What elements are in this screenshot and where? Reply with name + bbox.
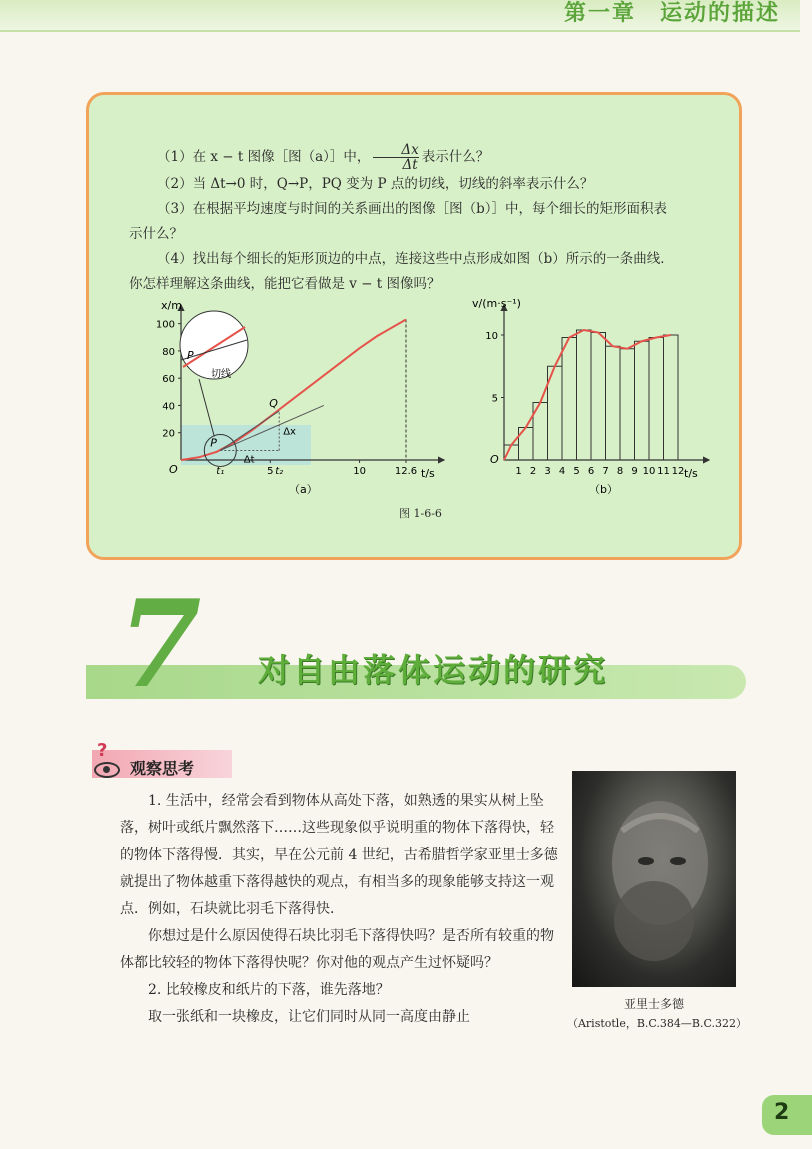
bar: [664, 335, 679, 460]
y-tick-label: 80: [162, 346, 175, 358]
paragraph-3: 2. 比较橡皮和纸片的下落，谁先落地？: [148, 982, 390, 998]
y-tick-label: 10: [485, 331, 498, 342]
origin-label: O: [490, 453, 499, 466]
bar: [620, 349, 635, 460]
bust-sketch: [572, 771, 736, 987]
bar: [606, 346, 621, 460]
paragraph-1: 1. 生活中，经常会看到物体从高处下落，如熟透的果实从树上坠落，树叶或纸片飘然落下……这些现象似乎说明重的物体下落得快，轻的物体下落得慢．其实，早在公元前 4 世纪，古希腊哲学家亚里士多德就提出了物体越重下落得越快的观点，有相当多的现象能够支持这一观点．例如，石块就比羽毛下落得快．: [120, 793, 558, 917]
question-1: （1）在 x − t 图像［图（a）］中， $\frac{\Delta x}{\Delta t}$ 表示什么？: [157, 142, 490, 173]
y-tick-label: 60: [162, 374, 175, 386]
tangent-label: 切线: [211, 369, 231, 380]
velocity-curve: [504, 330, 671, 460]
x-tick-label: 1: [515, 466, 522, 477]
portrait-dates: （Aristotle，B.C.384—B.C.322）: [566, 1017, 748, 1030]
observe-label: 观察思考: [130, 759, 195, 778]
p-label: P: [210, 436, 217, 450]
y-axis-label: x/m: [161, 299, 182, 312]
x-tick-label: 10: [642, 466, 656, 477]
discussion-box: [86, 92, 742, 560]
question-3a: （3）在根据平均速度与时间的关系画出的图像［图（b）］中，每个细长的矩形面积表: [157, 201, 667, 217]
t2-label: t₂: [275, 466, 284, 477]
section-title: 对自由落体运动的研究: [258, 651, 609, 689]
body-text: [120, 788, 560, 1031]
page-number: 2: [774, 1100, 790, 1125]
sub-label-b: （b）: [589, 483, 618, 496]
dt-label: Δt: [243, 454, 255, 466]
bar: [635, 341, 650, 460]
x-axis-label: t/s: [421, 467, 435, 480]
chapter-title: 第一章 运动的描述: [563, 1, 780, 26]
x-tick-label: 11: [657, 466, 670, 477]
x-tick-label: 5: [267, 466, 274, 477]
dx-label: Δx: [283, 426, 296, 438]
bar: [562, 338, 577, 461]
x-tick-label: 2: [529, 466, 537, 477]
x-tick-label: 7: [602, 466, 609, 477]
x-tick-label: 3: [544, 466, 551, 477]
x-tick-label: 6: [587, 466, 595, 477]
figure-caption: 图 1-6-6: [399, 507, 442, 520]
question-list: [129, 143, 719, 297]
fraction: $\frac{\Delta x}{\Delta t}$: [373, 143, 418, 172]
x-tick-label: 4: [558, 466, 566, 477]
x-tick-label: 9: [631, 466, 638, 477]
x-tick-label: 5: [573, 466, 580, 477]
question-mark-icon: ?: [97, 740, 108, 761]
bar: [649, 338, 664, 461]
y-tick-label: 100: [155, 319, 175, 331]
paragraph-4: 取一张纸和一块橡皮，让它们同时从同一高度由静止: [148, 1009, 470, 1025]
question-4b: 你怎样理解这条曲线，能把它看做是 v − t 图像吗？: [129, 276, 441, 292]
paragraph-2: 你想过是什么原因使得石块比羽毛下落得快吗？是否所有较重的物体都比较轻的物体下落得快呢？你对他的观点产生过怀疑吗？: [120, 928, 554, 971]
bar: [591, 333, 606, 461]
chart-b-velocity-time: [464, 295, 714, 500]
chapter-header-bar: [0, 0, 800, 32]
x-tick-label: 8: [616, 466, 624, 477]
x-tick-label: 12: [671, 466, 685, 477]
y-axis-label: v/(m·s⁻¹): [472, 297, 521, 310]
t1-label: t₁: [216, 466, 225, 477]
eye-icon: [94, 762, 120, 778]
x-tick-label: 12.6: [394, 466, 418, 477]
x-axis-label: t/s: [684, 467, 698, 480]
section-number: 7: [118, 574, 202, 715]
sub-label-a: （a）: [289, 483, 318, 496]
bar: [577, 330, 592, 460]
question-4a: （4）找出每个细长的矩形顶边的中点，连接这些中点形成如图（b）所示的一条曲线．: [157, 251, 674, 267]
question-3b: 示什么？: [129, 226, 183, 242]
q-label: Q: [269, 396, 278, 410]
question-2: （2）当 Δt→0 时，Q→P，PQ 变为 P 点的切线，切线的斜率表示什么？: [157, 176, 594, 192]
aristotle-portrait: [572, 771, 736, 987]
origin-label: O: [169, 463, 178, 476]
y-tick-label: 5: [491, 393, 498, 405]
y-tick-label: 20: [162, 428, 175, 440]
zoom-p-label: P: [187, 349, 194, 362]
portrait-name: 亚里士多德: [623, 997, 684, 1011]
y-tick-label: 40: [162, 401, 175, 413]
x-tick-label: 10: [353, 466, 366, 477]
chart-a-position-time: [155, 295, 449, 500]
